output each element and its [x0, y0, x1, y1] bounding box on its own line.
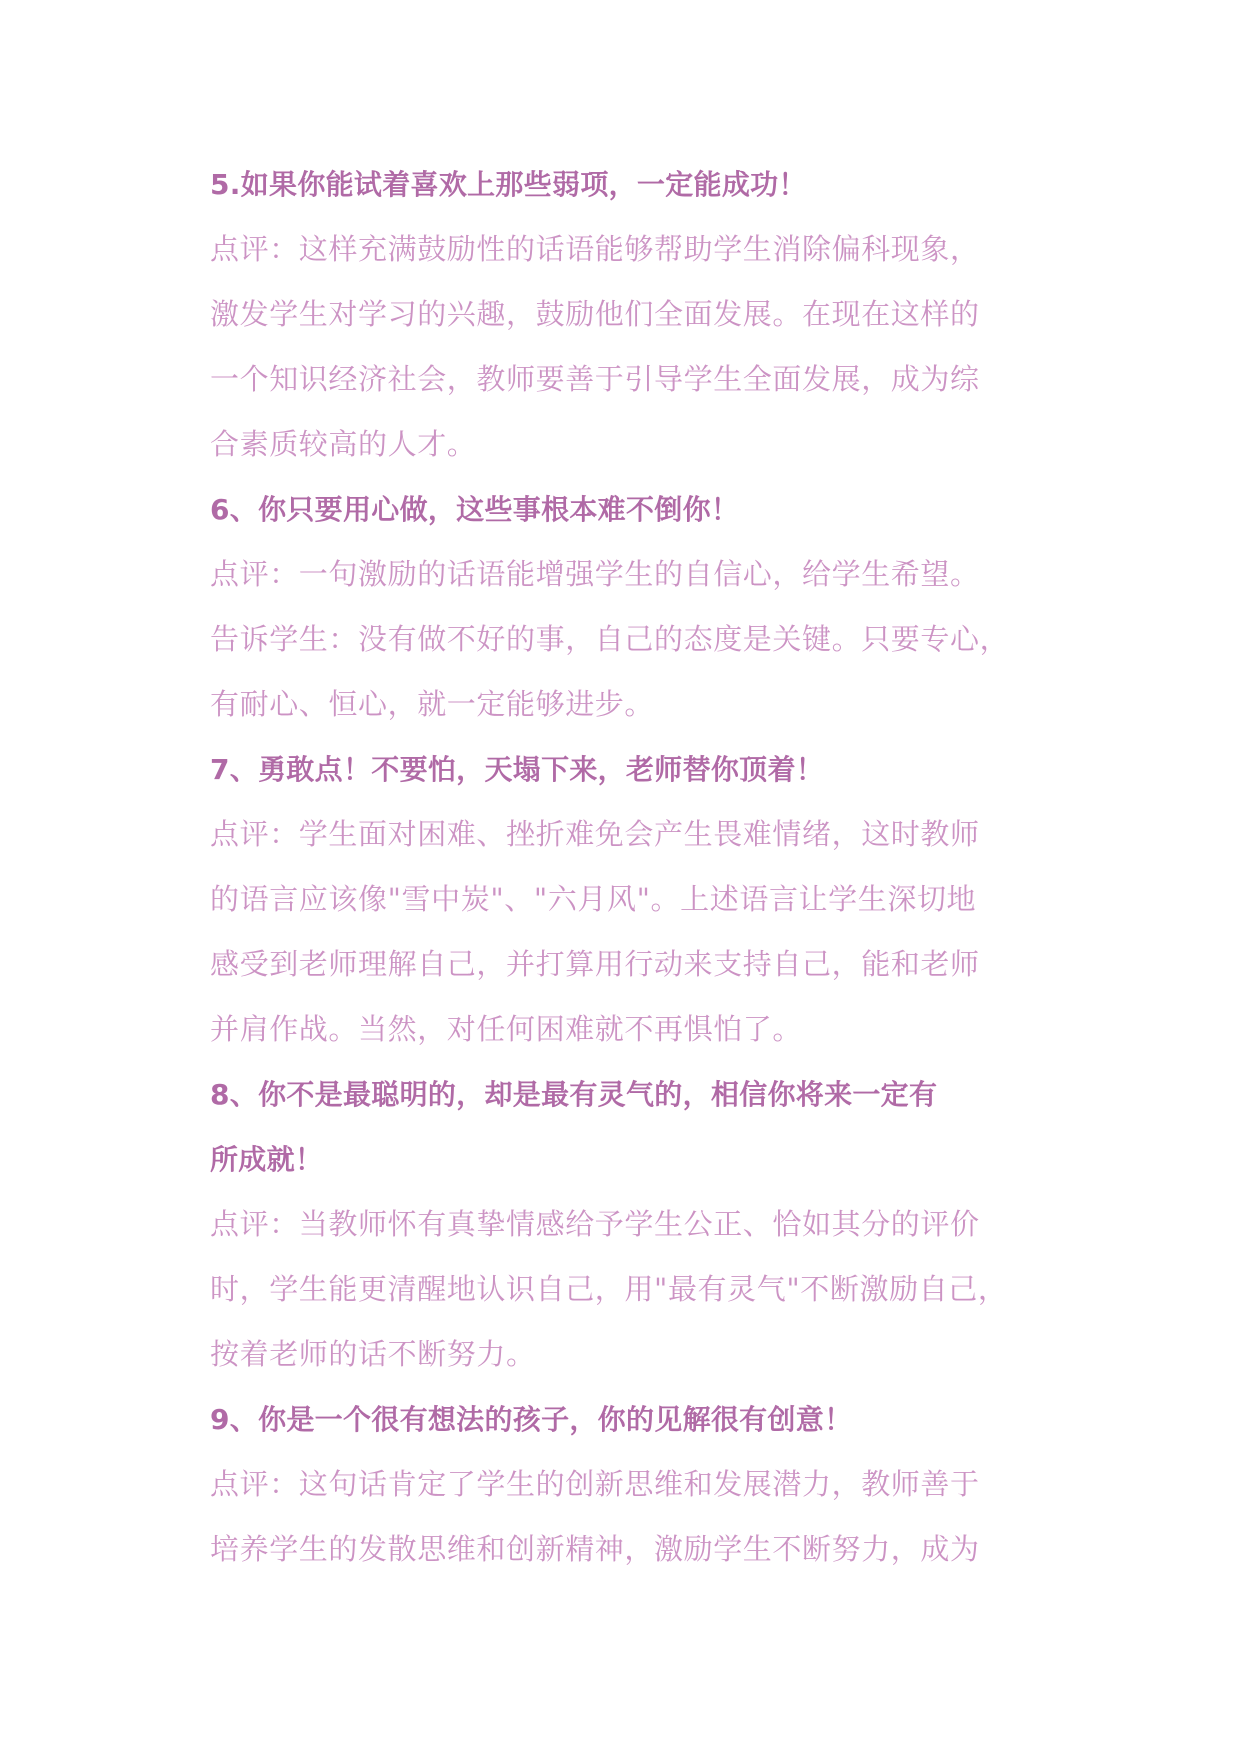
comment-line: 按着老师的话不断努力。 [210, 1337, 536, 1371]
comment-line: 点评：当教师怀有真挚情感给予学生公正、恰如其分的评价 [210, 1207, 980, 1241]
comment-line: 告诉学生：没有做不好的事，自己的态度是关键。只要专心， [210, 622, 1010, 656]
item-heading: 5.如果你能试着喜欢上那些弱项，一定能成功！ [210, 168, 807, 201]
document-page [210, 152, 1030, 1582]
item-heading: 6、你只要用心做，这些事根本难不倒你！ [210, 493, 740, 526]
comment-line: 时，学生能更清醒地认识自己，用"最有灵气"不断激励自己， [210, 1272, 1008, 1306]
item-8 [210, 1062, 1030, 1387]
comment-line: 感受到老师理解自己，并打算用行动来支持自己，能和老师 [210, 947, 980, 981]
item-7 [210, 737, 1030, 1062]
item-heading: 7、勇敢点！不要怕，天塌下来，老师替你顶着！ [210, 753, 825, 786]
comment-line: 有耐心、恒心，就一定能够进步。 [210, 687, 655, 721]
comment-line: 一个知识经济社会，教师要善于引导学生全面发展，成为综 [210, 362, 980, 396]
item-heading: 8、你不是最聪明的，却是最有灵气的，相信你将来一定有 [210, 1078, 938, 1111]
item-heading: 9、你是一个很有想法的孩子，你的见解很有创意！ [210, 1403, 853, 1436]
comment-line: 培养学生的发散思维和创新精神，激励学生不断努力，成为 [210, 1532, 980, 1566]
item-9 [210, 1387, 1030, 1582]
item-heading-continued: 所成就！ [210, 1143, 324, 1176]
comment-line: 的语言应该像"雪中炭"、"六月风"。上述语言让学生深切地 [210, 882, 977, 916]
item-6 [210, 477, 1030, 737]
comment-line: 点评：这句话肯定了学生的创新思维和发展潜力，教师善于 [210, 1467, 980, 1501]
comment-line: 合素质较高的人才。 [210, 427, 477, 461]
comment-line: 点评：学生面对困难、挫折难免会产生畏难情绪，这时教师 [210, 817, 980, 851]
comment-line: 并肩作战。当然，对任何困难就不再惧怕了。 [210, 1012, 803, 1046]
comment-line: 点评：一句激励的话语能增强学生的自信心，给学生希望。 [210, 557, 980, 591]
item-5 [210, 152, 1030, 477]
comment-line: 点评：这样充满鼓励性的话语能够帮助学生消除偏科现象， [210, 232, 980, 266]
comment-line: 激发学生对学习的兴趣，鼓励他们全面发展。在现在这样的 [210, 297, 980, 331]
